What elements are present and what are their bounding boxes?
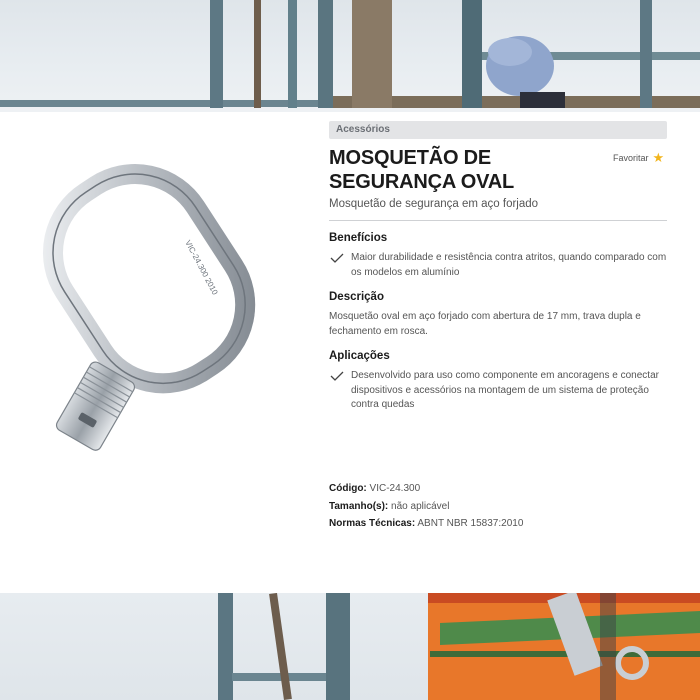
header-photo-scaffold xyxy=(0,0,700,112)
spec-norms-label: Normas Técnicas: xyxy=(329,518,416,529)
star-icon: ★ xyxy=(652,150,665,165)
category-badge[interactable]: Acessórios xyxy=(329,121,667,139)
favorite-button[interactable] xyxy=(613,152,664,164)
benefits-list-item xyxy=(329,251,667,280)
spec-code xyxy=(329,480,669,498)
spec-code-label: Código: xyxy=(329,483,367,494)
product-details xyxy=(329,121,667,413)
applications-title: Aplicações xyxy=(329,350,390,362)
spec-size-label: Tamanho(s): xyxy=(329,500,389,512)
carabiner-engraving: VIC-24.300 2010 xyxy=(183,238,220,297)
application-text: Desenvolvido para uso como componente em ancoragens e conectar dispositivos e acessórios na montagem de um sistema de proteção contra quedas xyxy=(351,370,659,410)
product-specs xyxy=(329,480,669,533)
check-icon xyxy=(329,369,345,383)
benefits-title: Benefícios xyxy=(329,232,388,244)
spec-size xyxy=(329,498,669,516)
product-subtitle: Mosquetão de segurança em aço forjado xyxy=(329,198,667,221)
spec-norms xyxy=(329,515,669,533)
product-card xyxy=(0,112,700,593)
check-icon xyxy=(329,251,345,265)
product-title: MOSQUETÃO DE SEGURANÇA OVAL xyxy=(329,147,514,193)
spec-norms-value: ABNT NBR 15837:2010 xyxy=(417,518,524,529)
benefit-text: Maior durabilidade e resistência contra atritos, quando comparado com os modelos em alumínio xyxy=(351,252,667,278)
spec-size-value: não aplicável xyxy=(391,500,450,512)
description-text: Mosquetão oval em aço forjado com abertura de 17 mm, trava dupla e fechamento em rosca. xyxy=(329,311,641,337)
carabiner-image xyxy=(0,112,315,593)
favorite-label: Favoritar xyxy=(613,153,649,163)
spec-code-value: VIC-24.300 xyxy=(369,483,421,494)
footer-photo-worker xyxy=(0,593,700,700)
description-title: Descrição xyxy=(329,291,384,303)
applications-list-item xyxy=(329,369,667,413)
